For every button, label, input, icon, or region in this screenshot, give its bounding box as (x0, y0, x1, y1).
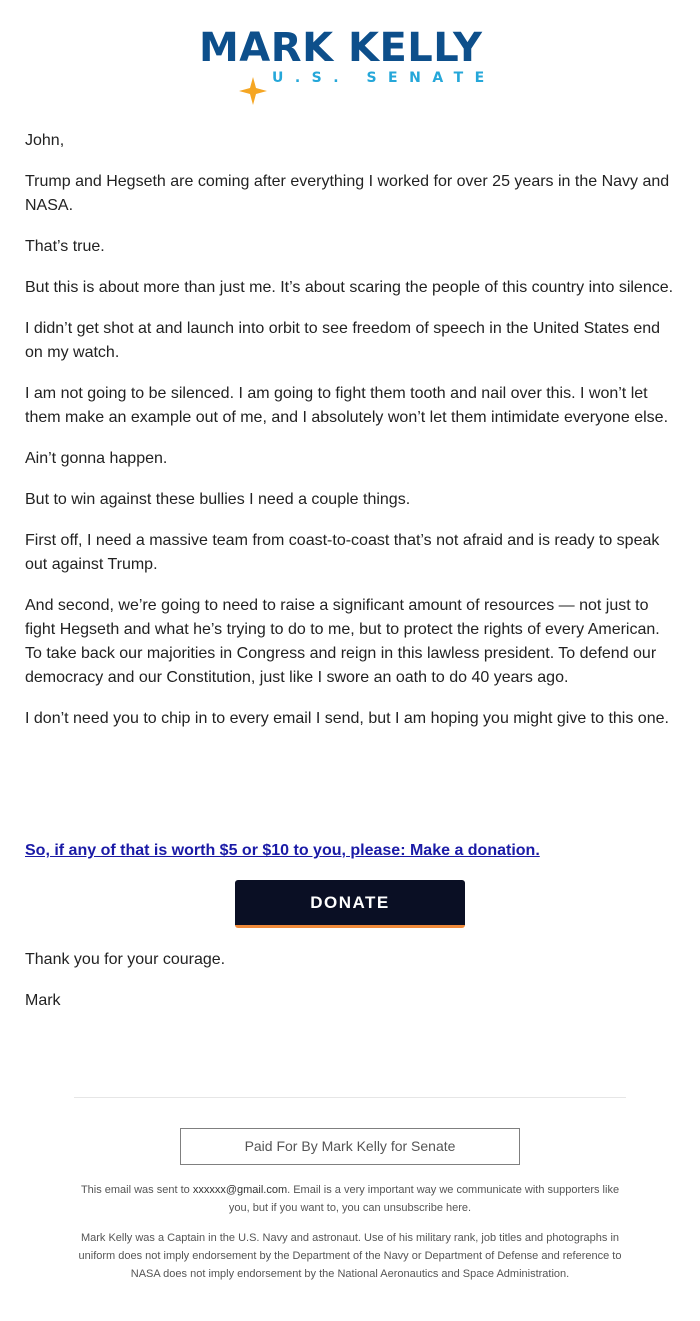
closing-line: Thank you for your courage. (25, 951, 226, 968)
star-icon (239, 77, 267, 105)
logo-subtitle: U.S. SENATE (272, 70, 496, 86)
body-paragraph: I am not going to be silenced. I am going to fight them tooth and nail over this. I won’t let them make an example out of me, and I absolutely won’t let them intimidate everyone else. (25, 385, 669, 426)
sent-to-notice (74, 1181, 626, 1217)
recipient-email: xxxxxx@gmail.com (192, 1184, 288, 1196)
body-paragraph: Ain’t gonna happen. (25, 450, 168, 467)
paid-for-disclaimer: Paid For By Mark Kelly for Senate (180, 1128, 520, 1165)
donate-button[interactable]: DONATE (235, 880, 465, 928)
body-paragraph: I don’t need you to chip in to every email I send, but I am hoping you might give to this one. (25, 710, 669, 727)
body-paragraph: But to win against these bullies I need a couple things. (25, 491, 411, 508)
donation-link[interactable]: So, if any of that is worth $5 or $10 to you, please: Make a donation. (25, 842, 540, 859)
signoff (25, 948, 677, 1030)
sent-to-suffix: . Email is a very important way we communicate with supporters like you, but if you want to, you can unsubscribe here. (228, 1184, 620, 1214)
campaign-logo (0, 25, 700, 90)
body-paragraph: I didn’t get shot at and launch into orbit to see freedom of speech in the United States end on my watch. (25, 320, 661, 361)
body-paragraph: Trump and Hegseth are coming after everything I worked for over 25 years in the Navy and NASA. (25, 173, 670, 214)
body-paragraph: That’s true. (25, 238, 105, 255)
sent-to-prefix: This email was sent to (80, 1184, 193, 1196)
military-disclaimer: Mark Kelly was a Captain in the U.S. Navy and astronaut. Use of his military rank, job titles and photographs in uniform does not imply endorsement by the Department of the Navy or Department of Defense and reference to NASA does not imply endorsement by the National Aeronautics and Space Administration. (78, 1232, 622, 1280)
footer-divider (74, 1097, 626, 1098)
email-body (25, 129, 677, 748)
logo-name: MARK KELLY (199, 25, 483, 71)
greeting: John, (25, 132, 65, 149)
signature: Mark (25, 992, 61, 1009)
body-paragraph: But this is about more than just me. It’s about scaring the people of this country into silence. (25, 279, 674, 296)
body-paragraph: First off, I need a massive team from coast-to-coast that’s not afraid and is ready to speak out against Trump. (25, 532, 660, 573)
body-paragraph: And second, we’re going to need to raise a significant amount of resources — not just to fight Hegseth and what he’s trying to do to me, but to protect the rights of every American. To take back our majorities in Congress and reign in this lawless president. To defend our democracy and our Constitution, just like I swore an oath to do 40 years ago. (25, 597, 660, 686)
